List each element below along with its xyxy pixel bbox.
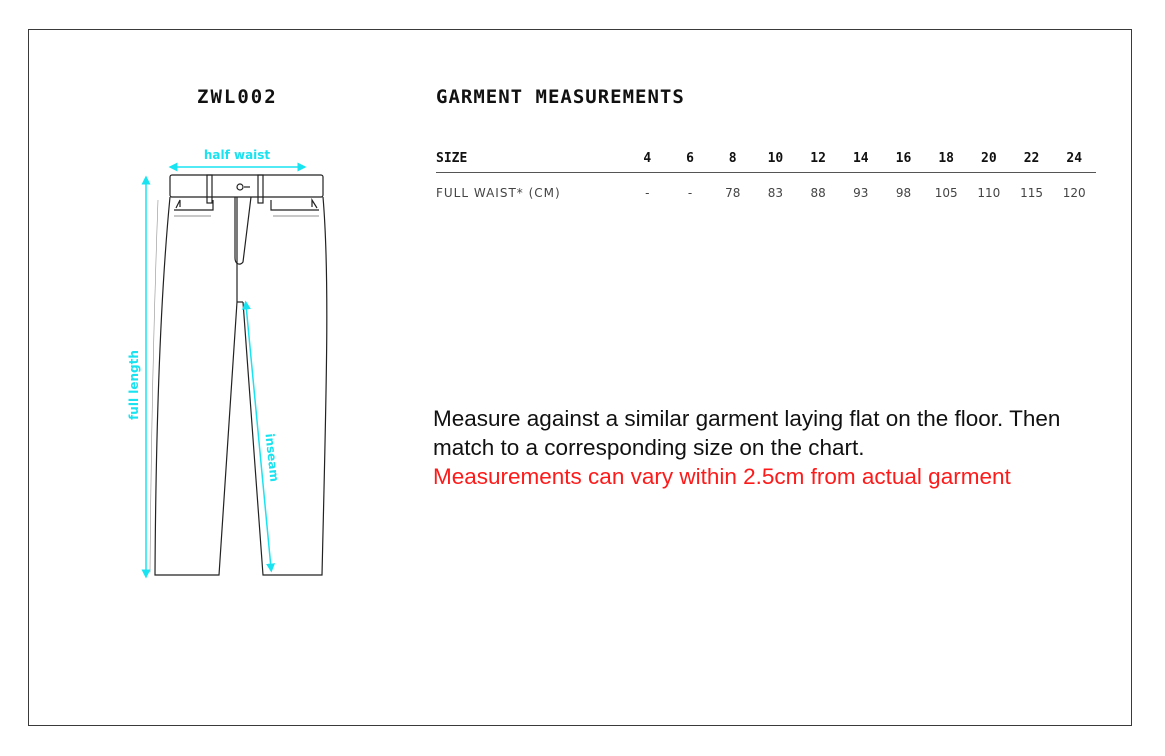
size-header-cell: 24 xyxy=(1053,144,1096,173)
size-header-cell: 10 xyxy=(754,144,797,173)
table-cell: 93 xyxy=(853,186,869,200)
table-cell: 83 xyxy=(767,186,784,200)
inseam-label: inseam xyxy=(262,432,282,483)
product-code: ZWL002 xyxy=(197,86,278,108)
measurement-notes xyxy=(433,404,1123,491)
table-cell: - xyxy=(687,186,693,200)
size-header-cell: 12 xyxy=(797,144,840,173)
size-header-row xyxy=(436,144,1096,173)
size-header-label: SIZE xyxy=(436,144,626,173)
size-header-cell: 6 xyxy=(669,144,712,173)
full-length-label: full length xyxy=(127,350,141,420)
section-title: GARMENT MEASUREMENTS xyxy=(436,86,685,108)
size-header-cell: 16 xyxy=(882,144,925,173)
size-header-cell: 14 xyxy=(839,144,882,173)
table-cell: 105 xyxy=(934,186,958,200)
measurement-table xyxy=(436,144,1096,213)
table-cell: - xyxy=(645,186,650,200)
instruction-text: Measure against a similar garment laying flat on the floor. Then match to a corresponding size on the chart. xyxy=(433,406,1061,460)
table-cell: 115 xyxy=(1020,186,1043,200)
pants-diagram xyxy=(118,140,338,590)
size-header-cell: 18 xyxy=(925,144,968,173)
size-header-cell: 8 xyxy=(711,144,754,173)
tolerance-warning: Measurements can vary within 2.5cm from actual garment xyxy=(433,464,1011,489)
table-cell: 120 xyxy=(1062,186,1086,200)
half-waist-label: half waist xyxy=(203,148,271,162)
pants-outline xyxy=(150,175,327,575)
table-cell: 98 xyxy=(895,186,912,200)
table-row xyxy=(436,173,1096,214)
table-cell: 78 xyxy=(725,186,741,200)
row-label: FULL WAIST* (CM) xyxy=(436,186,561,200)
size-header-cell: 22 xyxy=(1010,144,1053,173)
size-header-cell: 20 xyxy=(968,144,1011,173)
size-header-cell: 4 xyxy=(626,144,669,173)
table-cell: 88 xyxy=(810,186,826,200)
table-cell: 110 xyxy=(977,186,1001,200)
